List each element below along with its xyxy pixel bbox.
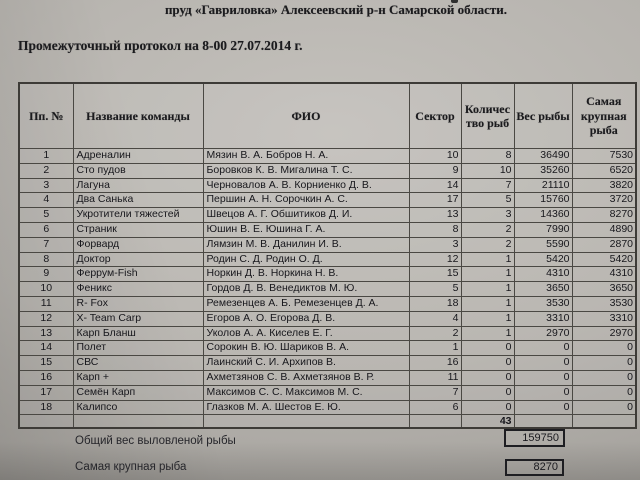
cell-empty xyxy=(409,415,461,429)
cell-num: 6 xyxy=(19,222,73,237)
cell-team: R- Fox xyxy=(73,296,203,311)
cell-team: Семён Карп xyxy=(73,385,203,400)
table-row xyxy=(19,178,636,193)
cell-weight: 0 xyxy=(514,370,572,385)
table-row xyxy=(19,149,636,164)
cell-count: 1 xyxy=(461,282,514,297)
total-fish-count: 43 xyxy=(461,415,514,429)
biggest-fish-value-box: 8270 xyxy=(505,459,564,476)
cell-team: Полет xyxy=(73,341,203,356)
header-biggest-fish: Самая крупная рыба xyxy=(572,83,636,149)
cell-num: 7 xyxy=(19,237,73,252)
cell-biggest: 0 xyxy=(572,400,636,415)
table-row xyxy=(19,326,636,341)
cell-team: Карп Бланш xyxy=(73,326,203,341)
table-row xyxy=(19,282,636,297)
cell-team: Карп + xyxy=(73,370,203,385)
cell-team: X- Team Carp xyxy=(73,311,203,326)
cell-count: 5 xyxy=(461,193,514,208)
cell-num: 16 xyxy=(19,370,73,385)
cell-weight: 36490 xyxy=(514,149,572,164)
cell-biggest: 4890 xyxy=(572,222,636,237)
cell-biggest: 5420 xyxy=(572,252,636,267)
cell-sector: 16 xyxy=(409,356,461,371)
cell-weight: 3310 xyxy=(514,311,572,326)
cell-biggest: 0 xyxy=(572,341,636,356)
cell-fio: Гордов Д. В. Венедиктов М. Ю. xyxy=(203,282,409,297)
cell-team: Калипсо xyxy=(73,400,203,415)
cell-sector: 12 xyxy=(409,252,461,267)
cell-empty xyxy=(73,415,203,429)
results-tbody xyxy=(19,149,636,415)
cell-count: 0 xyxy=(461,400,514,415)
cell-sector: 5 xyxy=(409,282,461,297)
cell-weight: 0 xyxy=(514,400,572,415)
cell-fio: Юшин В. Е. Юшина Г. А. xyxy=(203,222,409,237)
cell-fio: Сорокин В. Ю. Шариков В. А. xyxy=(203,341,409,356)
cell-fio: Максимов С. С. Максимов М. С. xyxy=(203,385,409,400)
cell-fio: Ремезенцев А. Б. Ремезенцев Д. А. xyxy=(203,296,409,311)
cell-sector: 3 xyxy=(409,237,461,252)
cell-sector: 6 xyxy=(409,400,461,415)
table-row xyxy=(19,370,636,385)
cell-weight: 0 xyxy=(514,341,572,356)
cell-biggest: 0 xyxy=(572,385,636,400)
cell-sector: 13 xyxy=(409,208,461,223)
cell-count: 7 xyxy=(461,178,514,193)
table-header xyxy=(19,83,636,149)
cell-fio: Черновалов А. В. Корниенко Д. В. xyxy=(203,178,409,193)
cell-count: 8 xyxy=(461,149,514,164)
cell-biggest: 3720 xyxy=(572,193,636,208)
cell-sector: 1 xyxy=(409,341,461,356)
cell-biggest: 7530 xyxy=(572,149,636,164)
table-row xyxy=(19,296,636,311)
header-fish-weight: Вес рыбы xyxy=(514,83,572,149)
cell-team: Два Санька xyxy=(73,193,203,208)
cell-team: Сто пудов xyxy=(73,163,203,178)
cell-weight: 5420 xyxy=(514,252,572,267)
cell-weight: 3530 xyxy=(514,296,572,311)
cell-num: 3 xyxy=(19,178,73,193)
cell-count: 2 xyxy=(461,237,514,252)
document-title-protocol: Промежуточный протокол на 8-00 27.07.2014 г. xyxy=(18,38,303,53)
cell-weight: 0 xyxy=(514,356,572,371)
cell-sector: 11 xyxy=(409,370,461,385)
cell-num: 13 xyxy=(19,326,73,341)
cell-fio: Лаинский С. И. Архипов В. xyxy=(203,356,409,371)
cell-count: 0 xyxy=(461,370,514,385)
cell-weight: 4310 xyxy=(514,267,572,282)
cell-weight: 2970 xyxy=(514,326,572,341)
cell-team: Страник xyxy=(73,222,203,237)
cell-sector: 10 xyxy=(409,149,461,164)
cell-sector: 7 xyxy=(409,385,461,400)
cell-fio: Уколов А. А. Киселев Е. Г. xyxy=(203,326,409,341)
results-table xyxy=(18,82,637,429)
cell-num: 4 xyxy=(19,193,73,208)
cell-biggest: 3820 xyxy=(572,178,636,193)
cell-biggest: 0 xyxy=(572,356,636,371)
cell-biggest: 6520 xyxy=(572,163,636,178)
table-row xyxy=(19,222,636,237)
cell-num: 15 xyxy=(19,356,73,371)
table-row xyxy=(19,341,636,356)
document-title-location: пруд «Гавриловка» Алексеевский р-н Самарской области. xyxy=(164,2,508,17)
total-weight-value-box: 159750 xyxy=(504,429,565,447)
biggest-fish-label: Самая крупная рыба xyxy=(75,461,187,473)
header-fish-count: Количес тво рыб xyxy=(461,83,514,149)
cell-weight: 0 xyxy=(514,385,572,400)
cell-biggest: 3650 xyxy=(572,282,636,297)
table-row xyxy=(19,252,636,267)
cell-count: 1 xyxy=(461,326,514,341)
cell-sector: 8 xyxy=(409,222,461,237)
cell-num: 12 xyxy=(19,311,73,326)
cell-weight: 21110 xyxy=(514,178,572,193)
cell-biggest: 0 xyxy=(572,370,636,385)
cell-num: 2 xyxy=(19,163,73,178)
cell-team: Форвард xyxy=(73,237,203,252)
cell-sector: 9 xyxy=(409,163,461,178)
cell-team: Адреналин xyxy=(73,149,203,164)
cell-biggest: 8270 xyxy=(572,208,636,223)
cell-num: 17 xyxy=(19,385,73,400)
cell-empty xyxy=(19,415,73,429)
cell-fio: Швецов А. Г. Обшитиков Д. И. xyxy=(203,208,409,223)
header-team-name: Название команды xyxy=(73,83,203,149)
cell-num: 9 xyxy=(19,267,73,282)
header-row xyxy=(19,83,636,149)
cell-team: Укротители тяжестей xyxy=(73,208,203,223)
table-row xyxy=(19,311,636,326)
table-row xyxy=(19,400,636,415)
table-row xyxy=(19,208,636,223)
total-row xyxy=(19,415,636,429)
cell-num: 18 xyxy=(19,400,73,415)
cell-empty xyxy=(203,415,409,429)
total-weight-label: Общий вес выловленой рыбы xyxy=(75,435,236,447)
cell-count: 0 xyxy=(461,341,514,356)
cell-biggest: 4310 xyxy=(572,267,636,282)
cell-weight: 7990 xyxy=(514,222,572,237)
table-row xyxy=(19,163,636,178)
cell-fio: Родин С. Д. Родин О. Д. xyxy=(203,252,409,267)
cell-count: 1 xyxy=(461,252,514,267)
cell-fio: Лямзин М. В. Данилин И. В. xyxy=(203,237,409,252)
header-fio: ФИО xyxy=(203,83,409,149)
cell-team: Лагуна xyxy=(73,178,203,193)
cell-biggest: 2870 xyxy=(572,237,636,252)
table-row xyxy=(19,193,636,208)
table-row xyxy=(19,237,636,252)
cell-count: 0 xyxy=(461,356,514,371)
cell-count: 2 xyxy=(461,222,514,237)
cell-sector: 4 xyxy=(409,311,461,326)
totals-tbody xyxy=(19,415,636,429)
cell-fio: Глазков М. А. Шестов Е. Ю. xyxy=(203,400,409,415)
cell-empty xyxy=(514,415,572,429)
cell-sector: 15 xyxy=(409,267,461,282)
cell-count: 0 xyxy=(461,385,514,400)
cell-weight: 35260 xyxy=(514,163,572,178)
cell-weight: 14360 xyxy=(514,208,572,223)
cell-empty xyxy=(572,415,636,429)
cell-count: 1 xyxy=(461,296,514,311)
cell-num: 11 xyxy=(19,296,73,311)
cell-fio: Ахметзянов С. В. Ахметзянов В. Р. xyxy=(203,370,409,385)
cell-weight: 15760 xyxy=(514,193,572,208)
cell-num: 8 xyxy=(19,252,73,267)
cell-fio: Боровков К. В. Мигалина Т. С. xyxy=(203,163,409,178)
cell-weight: 5590 xyxy=(514,237,572,252)
cell-fio: Мязин В. А. Бобров Н. А. xyxy=(203,149,409,164)
table-row xyxy=(19,356,636,371)
cell-fio: Егоров А. О. Егорова Д. В. xyxy=(203,311,409,326)
cell-team: Доктор xyxy=(73,252,203,267)
cell-biggest: 3310 xyxy=(572,311,636,326)
cell-count: 1 xyxy=(461,267,514,282)
cell-fio: Першин А. Н. Сорочкин А. С. xyxy=(203,193,409,208)
table-row xyxy=(19,267,636,282)
cell-count: 3 xyxy=(461,208,514,223)
cell-team: СВС xyxy=(73,356,203,371)
cell-weight: 3650 xyxy=(514,282,572,297)
cell-num: 14 xyxy=(19,341,73,356)
header-sector: Сектор xyxy=(409,83,461,149)
cell-sector: 14 xyxy=(409,178,461,193)
cell-sector: 17 xyxy=(409,193,461,208)
cell-fio: Норкин Д. В. Норкина Н. В. xyxy=(203,267,409,282)
cell-num: 1 xyxy=(19,149,73,164)
cell-num: 10 xyxy=(19,282,73,297)
cell-biggest: 2970 xyxy=(572,326,636,341)
cell-count: 10 xyxy=(461,163,514,178)
table-row xyxy=(19,385,636,400)
cell-count: 1 xyxy=(461,311,514,326)
cell-biggest: 3530 xyxy=(572,296,636,311)
cell-team: Феникс xyxy=(73,282,203,297)
cell-sector: 18 xyxy=(409,296,461,311)
cell-sector: 2 xyxy=(409,326,461,341)
cell-num: 5 xyxy=(19,208,73,223)
results-table-wrapper xyxy=(18,82,637,429)
header-row-number: Пп. № xyxy=(19,83,73,149)
cell-team: Феррум-Fish xyxy=(73,267,203,282)
